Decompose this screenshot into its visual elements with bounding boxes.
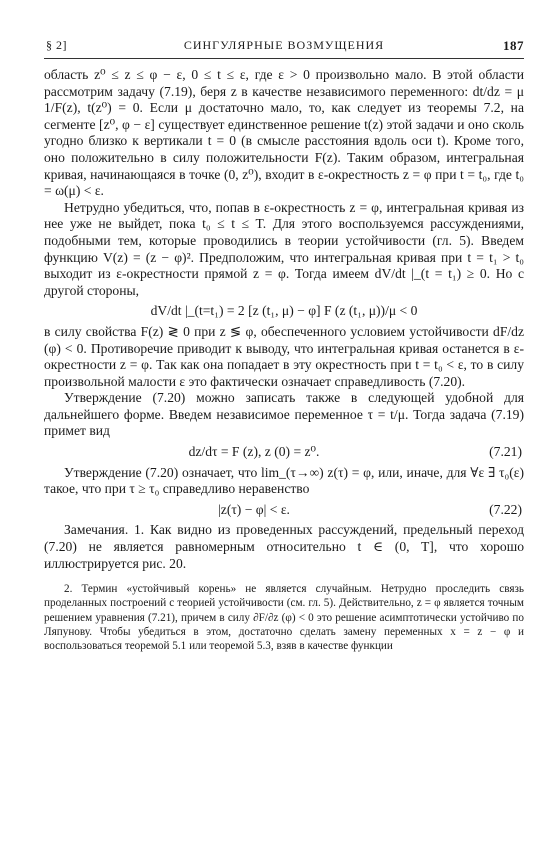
footnote-block — [44, 582, 524, 653]
remarks-paragraph: Замечания. 1. Как видно из проведенных рассуждений, предельный переход (7.20) не является равномерным относительно t ∈ (0, T], что хорошо иллюстрируется рис. 20. — [44, 522, 524, 571]
paragraph-3: в силу свойства F(z) ≷ 0 при z ≶ φ, обеспеченного условием устойчивости dF/dz (φ) < 0. Противоречие приводит к выводу, что интегральная кривая останется в ε-окрестности z = φ. Так как она попадает в эту окрестность при t = t₀ < ε, то в силу произвольной малости ε это фактически означает справедливость (7.20). — [44, 323, 524, 389]
running-title: СИНГУЛЯРНЫЕ ВОЗМУЩЕНИЯ — [183, 38, 385, 52]
footnote-2: 2. Термин «устойчивый корень» не является случайным. Нетрудно проследить связь проделанных построений с теорией устойчивости (см. гл. 5). Действительно, z = φ является точным решением уравнения (7.21), причем в силу ∂F/∂z (φ) < 0 это решение асимптотически устойчиво по Ляпунову. Чтобы убедиться в этом, достаточно сделать замену переменных x = z − φ и воспользоваться теоремой 5.1 или теоремой 5.3, взяв в качестве функции — [44, 583, 524, 653]
paragraph-2: Нетрудно убедиться, что, попав в ε-окрестность z = φ, интегральная кривая из нее уже не выйдет, пока t₀ ≤ t ≤ T. Для этого воспользуемся рассуждениями, подобными тем, которые проводились в теории устойчивости (гл. 5). Введем функцию V(z) = (z − φ)². Предположим, что интегральная кривая при t = t₁ > t₀ выходит из ε-окрестности прямой z = φ. Тогда имеем dV/dt |_(t = t₁) ≥ 0. Но с другой стороны, — [44, 199, 524, 298]
equation-7-21-number: (7.21) — [489, 444, 522, 460]
running-header — [44, 38, 524, 56]
page-number: 187 — [503, 38, 524, 53]
paragraph-5: Утверждение (7.20) означает, что lim_(τ→∞) z(τ) = φ, или, иначе, для ∀ε ∃ τ₀(ε) такое, что при τ ≥ τ₀ справедливо неравенство — [44, 464, 524, 497]
equation-7-22-number: (7.22) — [489, 501, 522, 517]
paragraph-4: Утверждение (7.20) можно записать также в следующей удобной для дальнейшего форме. Введем независимое переменное τ = t/μ. Тогда задача (7.19) примет вид — [44, 390, 524, 439]
book-page — [44, 38, 524, 653]
equation-7-22 — [44, 502, 524, 519]
section-label: § 2] — [46, 38, 67, 52]
formula-dv-dt: dV/dt |_(t=t₁) = 2 [z (t₁, μ) − φ] F (z (t₁, μ))/μ < 0 — [150, 303, 418, 319]
equation-7-21 — [44, 444, 524, 461]
equation-7-22-body: |z(τ) − φ| < ε. — [218, 501, 290, 517]
header-rule — [44, 58, 524, 59]
equation-7-21-body: dz/dτ = F (z), z (0) = z⁰. — [188, 444, 320, 460]
paragraph-1: область z⁰ ≤ z ≤ φ − ε, 0 ≤ t ≤ ε, где ε > 0 произвольно мало. В этой области рассмотрим задачу (7.19), беря z в качестве независимого переменного: dt/dz = μ 1/F(z), t(z⁰) = 0. Если μ достаточно мало, то, как следует из теоремы 7.2, на сегменте [z⁰, φ − ε] существует единственное решение t(z) этой задачи и оно сколь угодно близко к вертикали t = 0 (в смысле расстояния вдоль оси t). Кроме того, оно положительно в силу положительности F(z). Таким образом, интегральная кривая, начинающаяся в точке (0, z⁰), входит в ε-окрестность z = φ при t = t₀, где t₀ = ω(μ) < ε. — [44, 67, 524, 199]
